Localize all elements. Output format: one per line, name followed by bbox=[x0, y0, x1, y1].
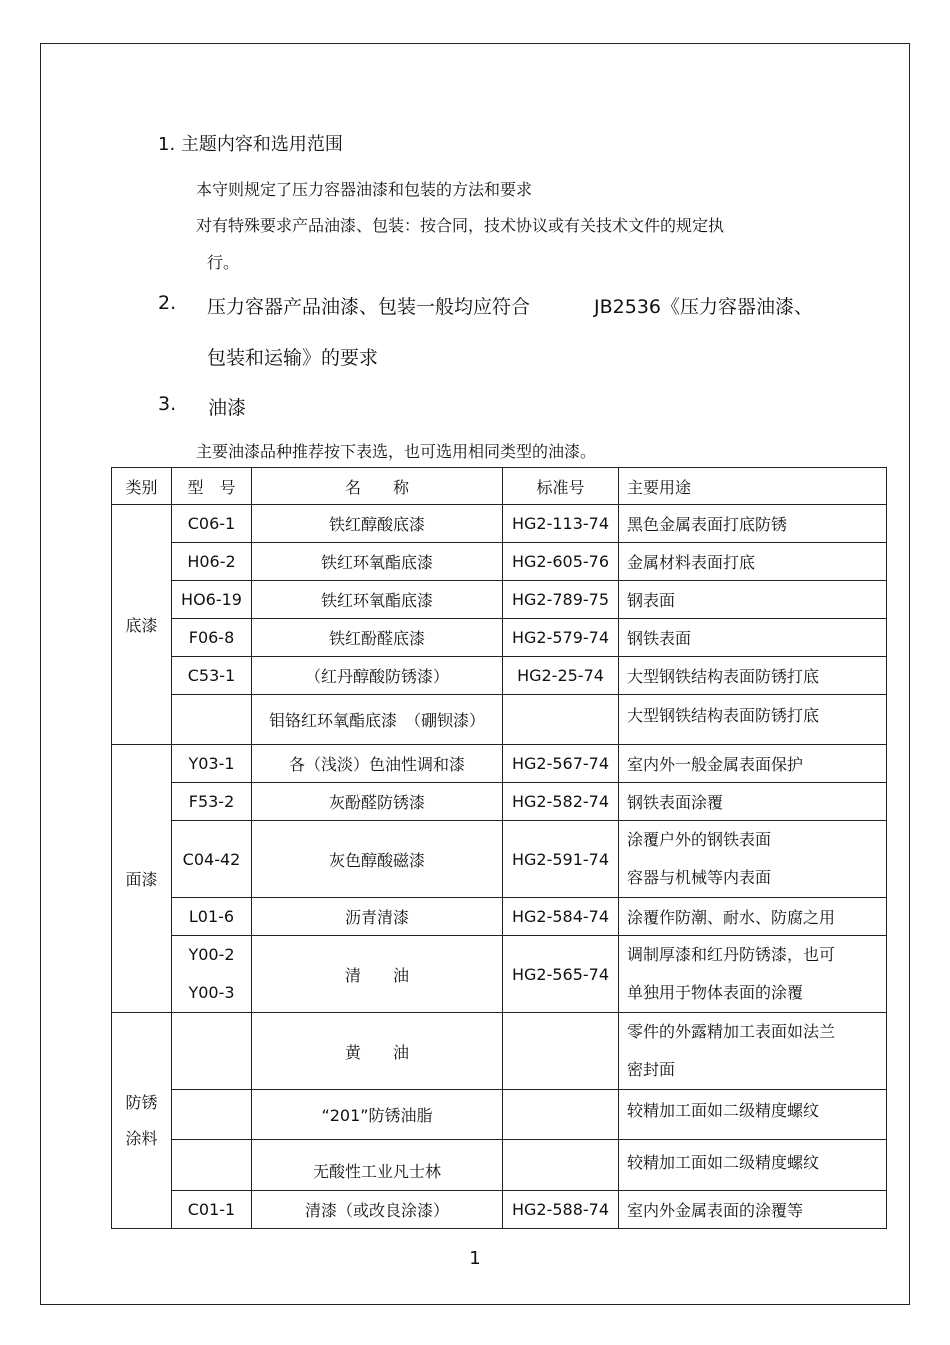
section3-title: 油漆 bbox=[208, 397, 247, 419]
model-line1: Y00-2 bbox=[188, 945, 235, 964]
standard-cell bbox=[503, 1140, 619, 1191]
model-cell: HO6-19 bbox=[172, 581, 252, 619]
standard-cell: HG2-565-74 bbox=[503, 936, 619, 1013]
table-row bbox=[112, 1191, 887, 1229]
table-row bbox=[112, 1013, 887, 1090]
section1-line1: 本守则规定了压力容器油漆和包装的方法和要求 bbox=[196, 180, 533, 199]
name-cell: “201”防锈油脂 bbox=[252, 1090, 503, 1140]
section1-heading: 1. 主题内容和选用范围 bbox=[158, 134, 343, 155]
use-line2: 容器与机械等内表面 bbox=[627, 868, 772, 887]
header-standard: 标准号 bbox=[503, 468, 619, 505]
use-cell bbox=[619, 936, 887, 1013]
name-cell: 灰色醇酸磁漆 bbox=[252, 821, 503, 898]
name-cell: 黄 油 bbox=[252, 1013, 503, 1090]
name-cell: 无酸性工业凡士林 bbox=[252, 1140, 503, 1191]
name-cell: 灰酚醛防锈漆 bbox=[252, 783, 503, 821]
table-header-row bbox=[112, 468, 887, 505]
use-cell bbox=[619, 1013, 887, 1090]
table-row bbox=[112, 543, 887, 581]
table-row bbox=[112, 619, 887, 657]
section3-intro: 主要油漆品种推荐按下表选，也可选用相同类型的油漆。 bbox=[196, 442, 597, 461]
standard-cell: HG2-584-74 bbox=[503, 898, 619, 936]
use-cell: 钢铁表面 bbox=[619, 619, 887, 657]
table-row bbox=[112, 1140, 887, 1191]
section2-number: 2. bbox=[158, 292, 177, 314]
model-cell: C06-1 bbox=[172, 505, 252, 543]
standard-cell bbox=[503, 695, 619, 745]
use-cell bbox=[619, 821, 887, 898]
standard-cell bbox=[503, 1013, 619, 1090]
header-model: 型 号 bbox=[172, 468, 252, 505]
section2-standard: JB2536《压力容器油漆、 bbox=[594, 296, 813, 318]
use-cell: 黑色金属表面打底防锈 bbox=[619, 505, 887, 543]
paint-table bbox=[111, 467, 887, 1229]
name-cell: （红丹醇酸防锈漆） bbox=[252, 657, 503, 695]
page-number: 1 bbox=[469, 1248, 481, 1269]
standard-cell: HG2-579-74 bbox=[503, 619, 619, 657]
section2-text1: 压力容器产品油漆、包装一般均应符合 bbox=[207, 296, 531, 318]
use-line1: 涂覆户外的钢铁表面 bbox=[627, 830, 772, 849]
model-cell: F06-8 bbox=[172, 619, 252, 657]
table-row bbox=[112, 821, 887, 898]
table-row bbox=[112, 745, 887, 783]
standard-cell: HG2-789-75 bbox=[503, 581, 619, 619]
name-cell: 铁红酚醛底漆 bbox=[252, 619, 503, 657]
section1-line3: 行。 bbox=[207, 253, 240, 272]
model-cell: C04-42 bbox=[172, 821, 252, 898]
name-cell: 铁红环氧酯底漆 bbox=[252, 581, 503, 619]
use-cell: 室内外金属表面的涂覆等 bbox=[619, 1191, 887, 1229]
model-line2: Y00-3 bbox=[188, 983, 235, 1002]
use-line1: 零件的外露精加工表面如法兰 bbox=[627, 1022, 836, 1041]
table-row bbox=[112, 505, 887, 543]
use-cell: 大型钢铁结构表面防锈打底 bbox=[619, 695, 887, 745]
model-cell bbox=[172, 1090, 252, 1140]
use-cell: 钢表面 bbox=[619, 581, 887, 619]
table-row bbox=[112, 936, 887, 1013]
name-cell: 铁红醇酸底漆 bbox=[252, 505, 503, 543]
standard-cell bbox=[503, 1090, 619, 1140]
model-cell: F53-2 bbox=[172, 783, 252, 821]
standard-cell: HG2-605-76 bbox=[503, 543, 619, 581]
category-cell: 底漆 bbox=[112, 505, 172, 745]
standard-cell: HG2-567-74 bbox=[503, 745, 619, 783]
use-line1: 调制厚漆和红丹防锈漆，也可 bbox=[627, 945, 836, 964]
use-cell: 室内外一般金属表面保护 bbox=[619, 745, 887, 783]
model-cell bbox=[172, 936, 252, 1013]
category-cell: 面漆 bbox=[112, 745, 172, 1013]
name-cell: 沥青清漆 bbox=[252, 898, 503, 936]
use-cell: 较精加工面如二级精度螺纹 bbox=[619, 1140, 887, 1191]
use-line2: 密封面 bbox=[627, 1060, 676, 1079]
model-cell: C01-1 bbox=[172, 1191, 252, 1229]
model-cell: L01-6 bbox=[172, 898, 252, 936]
name-cell: 各（浅淡）色油性调和漆 bbox=[252, 745, 503, 783]
use-cell: 钢铁表面涂覆 bbox=[619, 783, 887, 821]
category-cell bbox=[112, 1013, 172, 1229]
table-row bbox=[112, 581, 887, 619]
use-cell: 涂覆作防潮、耐水、防腐之用 bbox=[619, 898, 887, 936]
use-line2: 单独用于物体表面的涂覆 bbox=[627, 983, 804, 1002]
model-cell bbox=[172, 1140, 252, 1191]
table-row bbox=[112, 695, 887, 745]
standard-cell: HG2-591-74 bbox=[503, 821, 619, 898]
name-cell: 清 油 bbox=[252, 936, 503, 1013]
model-cell: Y03-1 bbox=[172, 745, 252, 783]
use-cell: 金属材料表面打底 bbox=[619, 543, 887, 581]
model-cell: H06-2 bbox=[172, 543, 252, 581]
use-cell: 大型钢铁结构表面防锈打底 bbox=[619, 657, 887, 695]
section1-line2: 对有特殊要求产品油漆、包装：按合同，技术协议或有关技术文件的规定执 bbox=[196, 216, 725, 235]
table-row bbox=[112, 898, 887, 936]
category-line1: 防锈 bbox=[125, 1092, 158, 1112]
table-row bbox=[112, 783, 887, 821]
header-use: 主要用途 bbox=[619, 468, 887, 505]
header-name: 名 称 bbox=[252, 468, 503, 505]
model-cell bbox=[172, 695, 252, 745]
standard-cell: HG2-25-74 bbox=[503, 657, 619, 695]
standard-cell: HG2-113-74 bbox=[503, 505, 619, 543]
category-line2: 涂料 bbox=[125, 1128, 158, 1148]
section3-number: 3. bbox=[158, 393, 177, 415]
table-row bbox=[112, 657, 887, 695]
table-row bbox=[112, 1090, 887, 1140]
name-cell: 钼铬红环氧酯底漆 （硼钡漆） bbox=[252, 695, 503, 745]
model-cell bbox=[172, 1013, 252, 1090]
standard-cell: HG2-588-74 bbox=[503, 1191, 619, 1229]
section2-text2: 包装和运输》的要求 bbox=[207, 347, 379, 369]
name-cell: 铁红环氧酯底漆 bbox=[252, 543, 503, 581]
model-cell: C53-1 bbox=[172, 657, 252, 695]
use-cell: 较精加工面如二级精度螺纹 bbox=[619, 1090, 887, 1140]
name-cell: 清漆（或改良涂漆） bbox=[252, 1191, 503, 1229]
standard-cell: HG2-582-74 bbox=[503, 783, 619, 821]
header-category: 类别 bbox=[112, 468, 172, 505]
